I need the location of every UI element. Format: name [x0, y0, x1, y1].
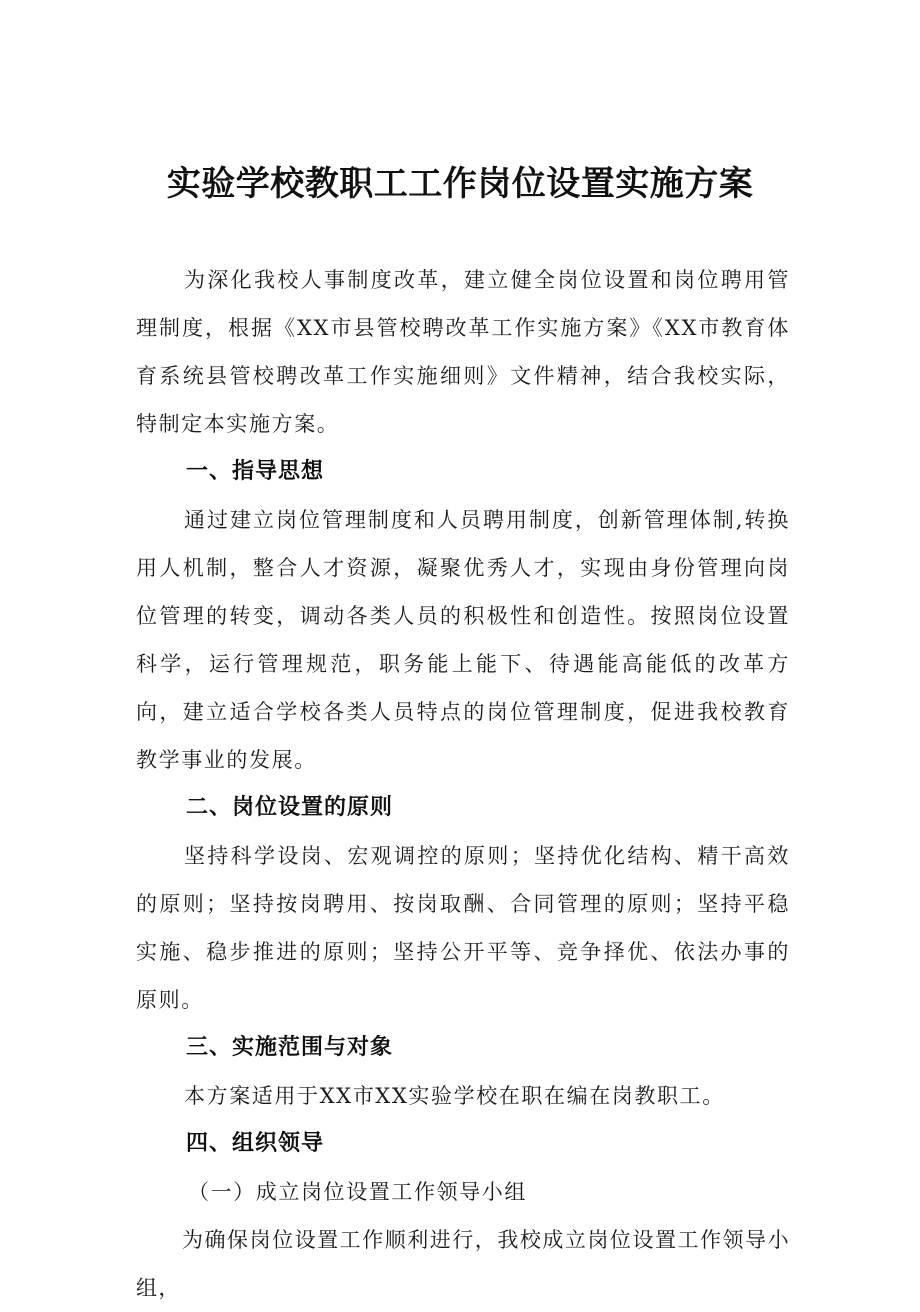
section-heading-scope: 三、实施范围与对象: [186, 1035, 394, 1060]
intro-paragraph: 为深化我校人事制度改革，建立健全岗位设置和岗位聘用管理制度，根据《XX市县管校聘改革工作实施方案》《XX市教育体育系统县管校聘改革工作实施细则》文件精神，结合我校实际，特制定本实施方案。: [136, 268, 790, 436]
section-subheading-leading-group: （一）成立岗位设置工作领导小组: [188, 1180, 527, 1204]
section-paragraph-guiding-thought: 通过建立岗位管理制度和人员聘用制度，创新管理体制,转换用人机制，整合人才资源，凝聚优秀人才，实现由身份管理向岗位管理的转变，调动各类人员的积极性和创造性。按照岗位设置科学，运行管理规范，职务能上能下、待遇能高能低的改革方向，建立适合学校各类人员特点的岗位管理制度，促进我校教育教学事业的发展。: [136, 508, 790, 772]
section-paragraph-leadership: 为确保岗位设置工作顺利进行，我校成立岗位设置工作领导小组，: [136, 1228, 790, 1300]
section-paragraph-scope: 本方案适用于XX市XX实验学校在职在编在岗教职工。: [184, 1084, 725, 1108]
document-body: [136, 256, 790, 1312]
section-paragraph-principles: 坚持科学设岗、宏观调控的原则；坚持优化结构、精干高效的原则；坚持按岗聘用、按岗取酬、合同管理的原则；坚持平稳实施、稳步推进的原则；坚持公开平等、竞争择优、依法办事的原则。: [136, 844, 790, 1012]
section-heading-leadership: 四、组织领导: [186, 1131, 325, 1156]
section-heading-guiding-thought: 一、指导思想: [186, 459, 325, 484]
document-title: 实验学校教职工工作岗位设置实施方案: [166, 164, 754, 204]
section-heading-principles: 二、岗位设置的原则: [186, 795, 394, 820]
